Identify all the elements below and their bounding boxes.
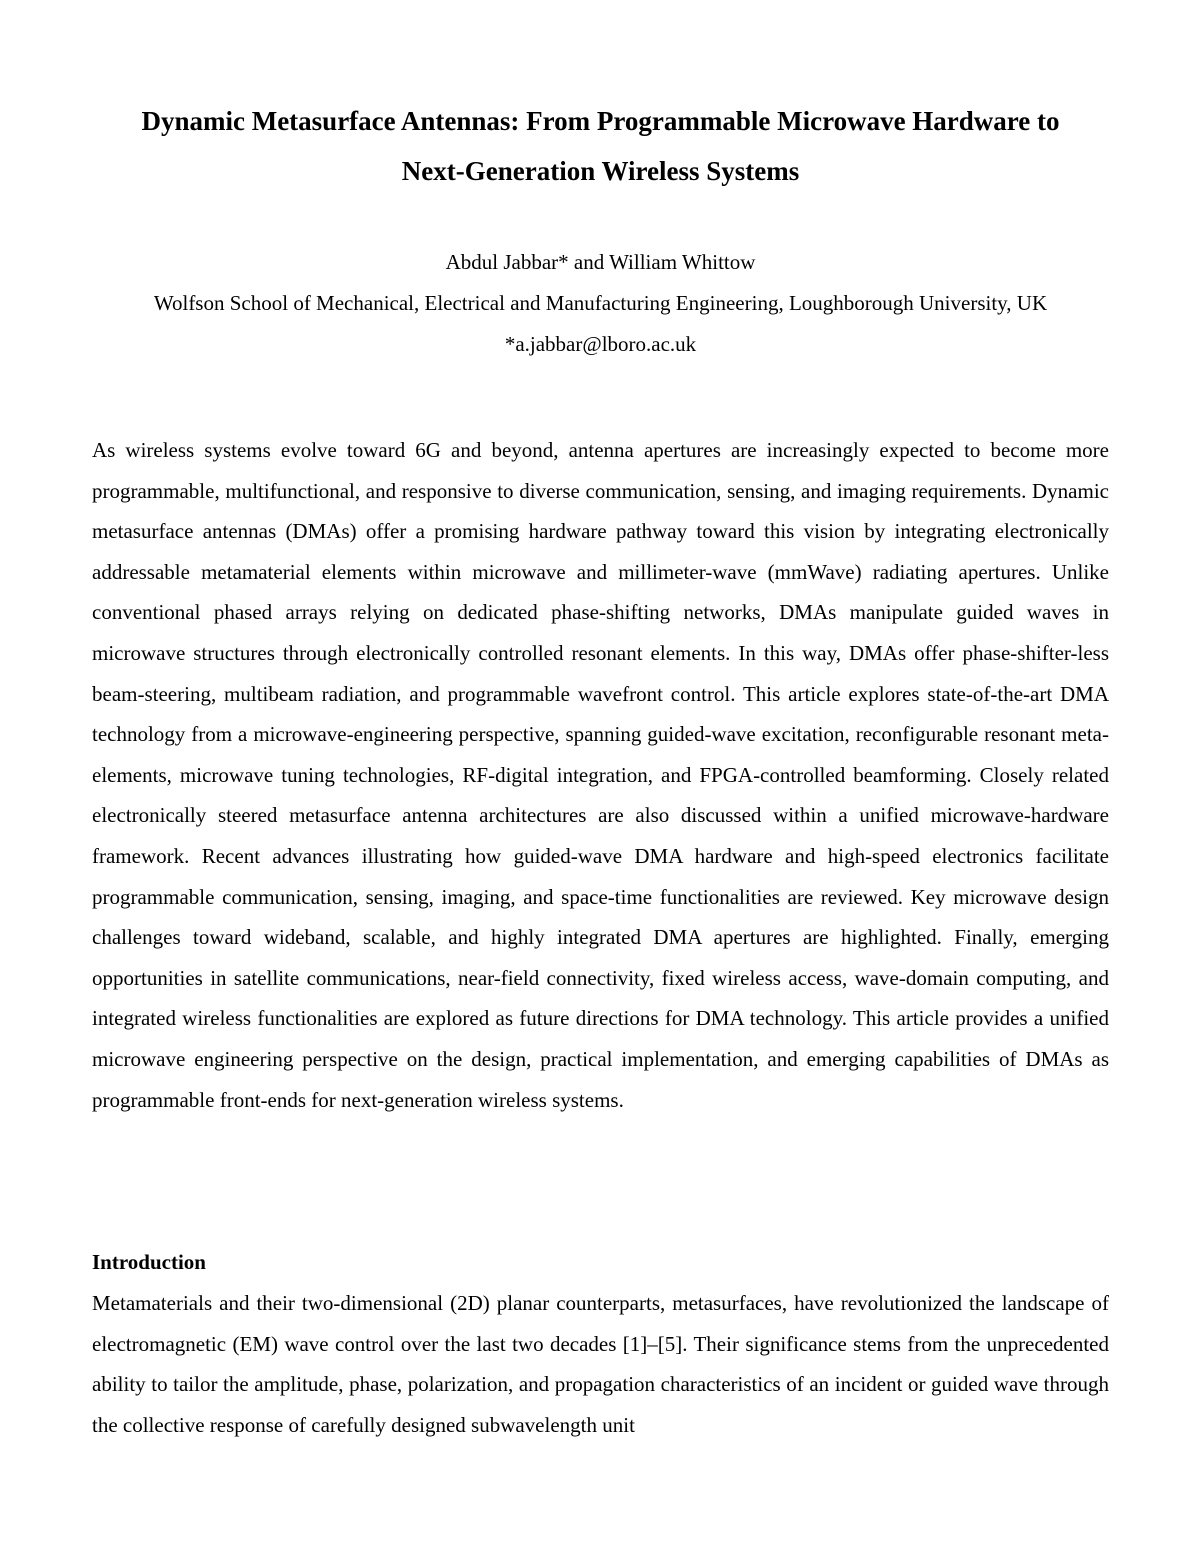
title-line-1: Dynamic Metasurface Antennas: From Programmable Microwave Hardware to: [141, 106, 1060, 136]
affiliation: Wolfson School of Mechanical, Electrical and Manufacturing Engineering, Loughborough University, UK: [153, 291, 1048, 315]
corresponding-email: *a.jabbar@lboro.ac.uk: [504, 332, 697, 356]
paper-title: [92, 96, 1109, 196]
author-block: [92, 242, 1109, 365]
introduction-paragraph: Metamaterials and their two-dimensional (2D) planar counterparts, metasurfaces, have revolutionized the landscape of electromagnetic (EM) wave control over the last two decades [1]–[5]. Their significance stems from the unprecedented ability to tailor the amplitude, phase, polarization, and propagation characteristics of an incident or guided wave through the collective response of carefully designed subwavelength unit: [92, 1291, 1109, 1437]
abstract-paragraph: As wireless systems evolve toward 6G and beyond, antenna apertures are increasingly expected to become more programmable, multifunctional, and responsive to diverse communication, sensing, and imaging requirements. Dynamic metasurface antennas (DMAs) offer a promising hardware pathway toward this vision by integrating electronically addressable metamaterial elements within microwave and millimeter-wave (mmWave) radiating apertures. Unlike conventional phased arrays relying on dedicated phase-shifting networks, DMAs manipulate guided waves in microwave structures through electronically controlled resonant elements. In this way, DMAs offer phase-shifter-less beam-steering, multibeam radiation, and programmable wavefront control. This article explores state-of-the-art DMA technology from a microwave-engineering perspective, spanning guided-wave excitation, reconfigurable resonant meta-elements, microwave tuning technologies, RF-digital integration, and FPGA-controlled beamforming. Closely related electronically steered metasurface antenna architectures are also discussed within a unified microwave-hardware framework. Recent advances illustrating how guided-wave DMA hardware and high-speed electronics facilitate programmable communication, sensing, imaging, and space-time functionalities are reviewed. Key microwave design challenges toward wideband, scalable, and highly integrated DMA apertures are highlighted. Finally, emerging opportunities in satellite communications, near-field connectivity, fixed wireless access, wave-domain computing, and integrated wireless functionalities are explored as future directions for DMA technology. This article provides a unified microwave engineering perspective on the design, practical implementation, and emerging capabilities of DMAs as programmable front-ends for next-generation wireless systems.: [92, 438, 1109, 1112]
title-line-2: Next-Generation Wireless Systems: [401, 156, 800, 186]
section-heading-introduction: Introduction: [92, 1250, 206, 1274]
author-names: Abdul Jabbar* and William Whittow: [445, 250, 756, 274]
